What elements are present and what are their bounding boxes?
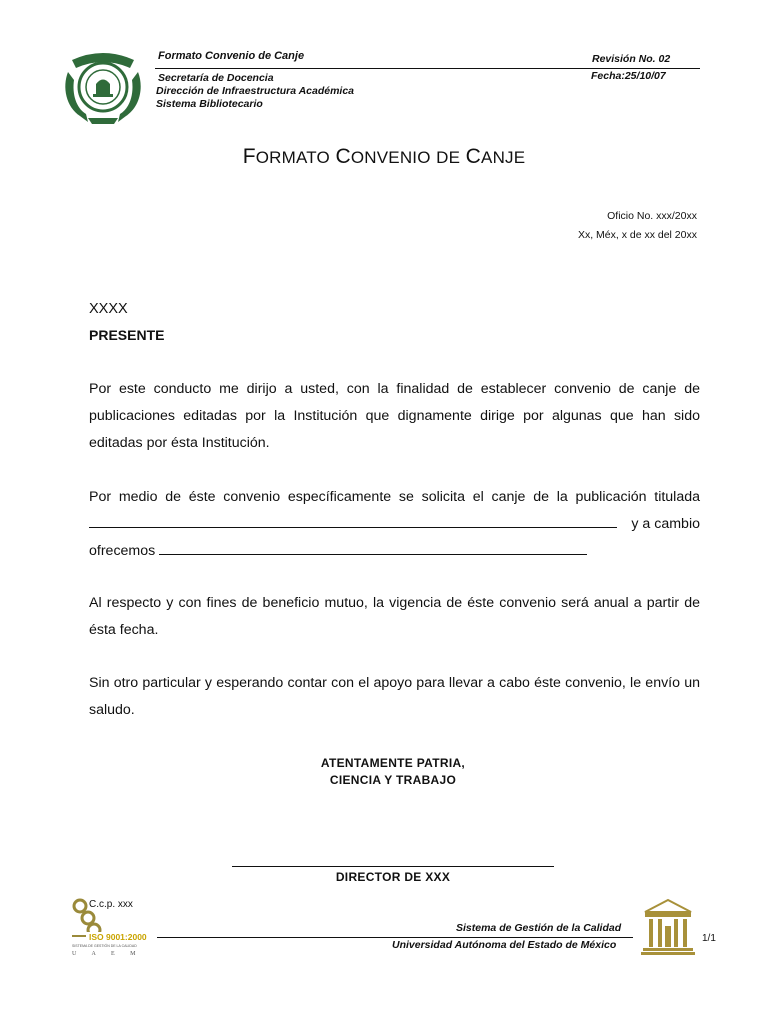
footer-rule xyxy=(157,937,633,938)
date-label: Fecha:25/10/07 xyxy=(591,70,666,82)
ofrecemos-text: ofrecemos xyxy=(89,543,156,559)
closing-line-1: ATENTAMENTE PATRIA, xyxy=(320,756,466,770)
dept-direccion: Dirección de Infraestructura Académica xyxy=(156,85,355,97)
paragraph-1: Por este conducto me dirijo a usted, con la finalidad de establecer convenio de canje de publicaciones editadas por la Institución que dignamente dirige por algunas que han sido editadas por ésta Institución. xyxy=(89,381,700,451)
dept-secretaria: Secretaría de Docencia xyxy=(158,72,274,84)
university-building-icon xyxy=(641,896,695,956)
closing-line-2: CIENCIA Y TRABAJO xyxy=(329,773,457,787)
form-name: Formato Convenio de Canje xyxy=(158,50,305,62)
a-cambio-text: y a cambio xyxy=(631,516,700,532)
iso-subtitle-text: SISTEMA DE GESTIÓN DE LA CALIDAD xyxy=(72,944,137,948)
publication-blank xyxy=(89,513,617,528)
footer-university: Universidad Autónoma del Estado de México xyxy=(392,939,617,951)
paragraph-2-line-1: Por medio de éste convenio específicamente se solicita el canje de la publicación titulada xyxy=(89,489,700,505)
signature-line xyxy=(232,866,554,867)
page-number: 1/1 xyxy=(702,933,716,944)
place-date: Xx, Méx, x de xx del 20xx xyxy=(577,229,697,241)
offer-blank xyxy=(159,540,587,555)
uaem-seal-logo xyxy=(58,42,148,126)
signer-title: DIRECTOR DE XXX xyxy=(335,870,451,884)
iso-logo-text: ISO 9001:2000 xyxy=(89,932,147,942)
paragraph-2 xyxy=(89,484,700,565)
presente-label: PRESENTE xyxy=(89,327,165,343)
recipient-name: XXXX xyxy=(89,301,128,317)
page-title: FORMATO CONVENIO DE CANJE xyxy=(242,145,526,168)
footer-sgc: Sistema de Gestión de la Calidad xyxy=(456,922,622,934)
paragraph-2-line-3 xyxy=(89,538,700,565)
revision-label: Revisión No. 02 xyxy=(592,53,671,65)
paragraph-2-line-2 xyxy=(89,511,700,538)
paragraph-3: Al respecto y con fines de beneficio mutuo, la vigencia de éste convenio será anual a partir de ésta fecha. xyxy=(89,595,700,638)
dept-sistema: Sistema Bibliotecario xyxy=(156,98,263,110)
ccp-text: C.c.p. xxx xyxy=(89,899,133,910)
uaem-letters: U A E M xyxy=(72,951,143,957)
paragraph-4: Sin otro particular y esperando contar con el apoyo para llevar a cabo éste convenio, le envío un saludo. xyxy=(89,675,700,718)
oficio-number: Oficio No. xxx/20xx xyxy=(607,210,697,222)
header-rule xyxy=(155,68,700,69)
